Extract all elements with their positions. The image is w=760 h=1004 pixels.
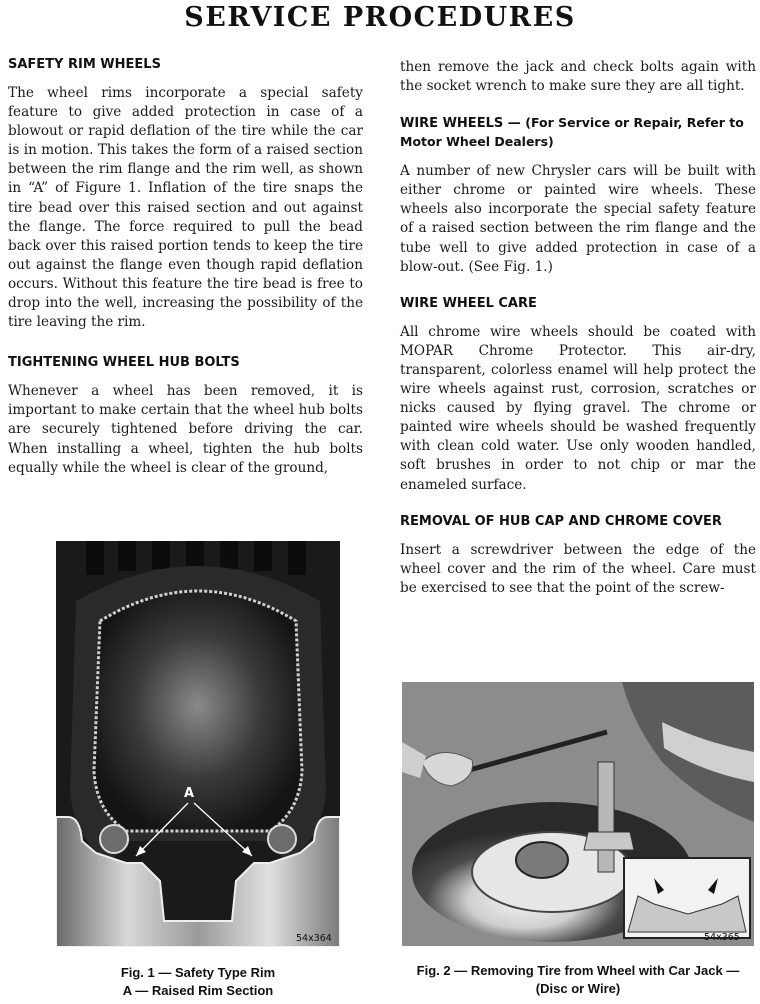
section-heading-wire-wheels bbox=[400, 114, 756, 152]
figure-2-caption-line1: Fig. 2 — Removing Tire from Wheel with Car Jack — bbox=[416, 963, 740, 978]
left-column bbox=[8, 56, 363, 478]
section-heading-removal-hub-cap: REMOVAL OF HUB CAP AND CHROME COVER bbox=[400, 513, 722, 529]
section-heading-safety-rim-wheels: SAFETY RIM WHEELS bbox=[8, 57, 161, 72]
section-body-tightening-hub-bolts: Whenever a wheel has been removed, it is important to make certain that the wheel hub bolts are securely tightened before driving the car. When installing a wheel, tighten the hub bolts equally while the wheel is clear of the ground, bbox=[8, 383, 363, 476]
section-heading-tightening-hub-bolts: TIGHTENING WHEEL HUB BOLTS bbox=[8, 355, 240, 371]
figure-1-caption bbox=[56, 964, 340, 1000]
figure-2-caption bbox=[396, 962, 760, 998]
figure-1-number: 54x364 bbox=[296, 933, 332, 944]
section-body-wire-wheels: A number of new Chrysler cars will be built with either chrome or painted wire wheels. These wheels also incorporate the special safety feature of a raised section between the rim flange and the tube well to give added protection in case of a blow-out. (See Fig. 1.) bbox=[400, 163, 756, 275]
figure-2-caption-line2: (Disc or Wire) bbox=[535, 981, 621, 996]
section-body-safety-rim-wheels: The wheel rims incorporate a special safety feature to give added protection in case of a blowout or rapid deflation of the tire while the car is in motion. This takes the form of a raised section between the rim flange and the rim well, as shown in “A” of Figure 1. Inflation of the tire snaps the tire bead over this raised section and out against the flange. The force required to pull the bead back over this raised portion tends to keep the tire out against the flange even though rapid deflation occurs. Without this feature the tire bead is free to drop into the well, increasing the possibility of the tire leaving the rim. bbox=[8, 85, 363, 331]
section-body-wire-wheel-care: All chrome wire wheels should be coated with MOPAR Chrome Protector. This air-dry, transparent, colorless enamel will help protect the wire wheels against rust, corrosion, scratches or nicks caused by flying gravel. The chrome or painted wire wheels should be washed frequently with clean cold water. Use only wooden handled, soft brushes in order to not chip or mar the enameled surface. bbox=[400, 323, 756, 493]
section-heading-wire-wheel-care: WIRE WHEEL CARE bbox=[400, 295, 537, 311]
right-column bbox=[400, 58, 756, 598]
section-body-removal-hub-cap: Insert a screwdriver between the edge of the wheel cover and the rim of the wheel. Care must be exercised to see that the point of the screw- bbox=[400, 541, 756, 596]
figure-2-number: 54x365 bbox=[704, 932, 740, 943]
figure-1-caption-line1: Fig. 1 — Safety Type Rim bbox=[120, 965, 276, 980]
tire-removal-drawing bbox=[402, 682, 754, 946]
continued-paragraph: then remove the jack and check bolts again with the socket wrench to make sure they are all tight. bbox=[400, 59, 756, 95]
wire-wheels-heading-note: (For Service or Repair, Refer to Motor Wheel Dealers) bbox=[400, 115, 744, 150]
callout-a-label: A bbox=[184, 786, 195, 801]
wire-wheels-heading-main: WIRE WHEELS — bbox=[400, 116, 521, 132]
tire-cross-section-drawing bbox=[56, 541, 340, 947]
figure-2-jack-photo bbox=[402, 682, 754, 946]
page-title: SERVICE PROCEDURES bbox=[184, 2, 576, 33]
figure-1-caption-line2: A — Raised Rim Section bbox=[122, 983, 274, 998]
figure-1-safety-rim-illustration bbox=[56, 541, 340, 947]
